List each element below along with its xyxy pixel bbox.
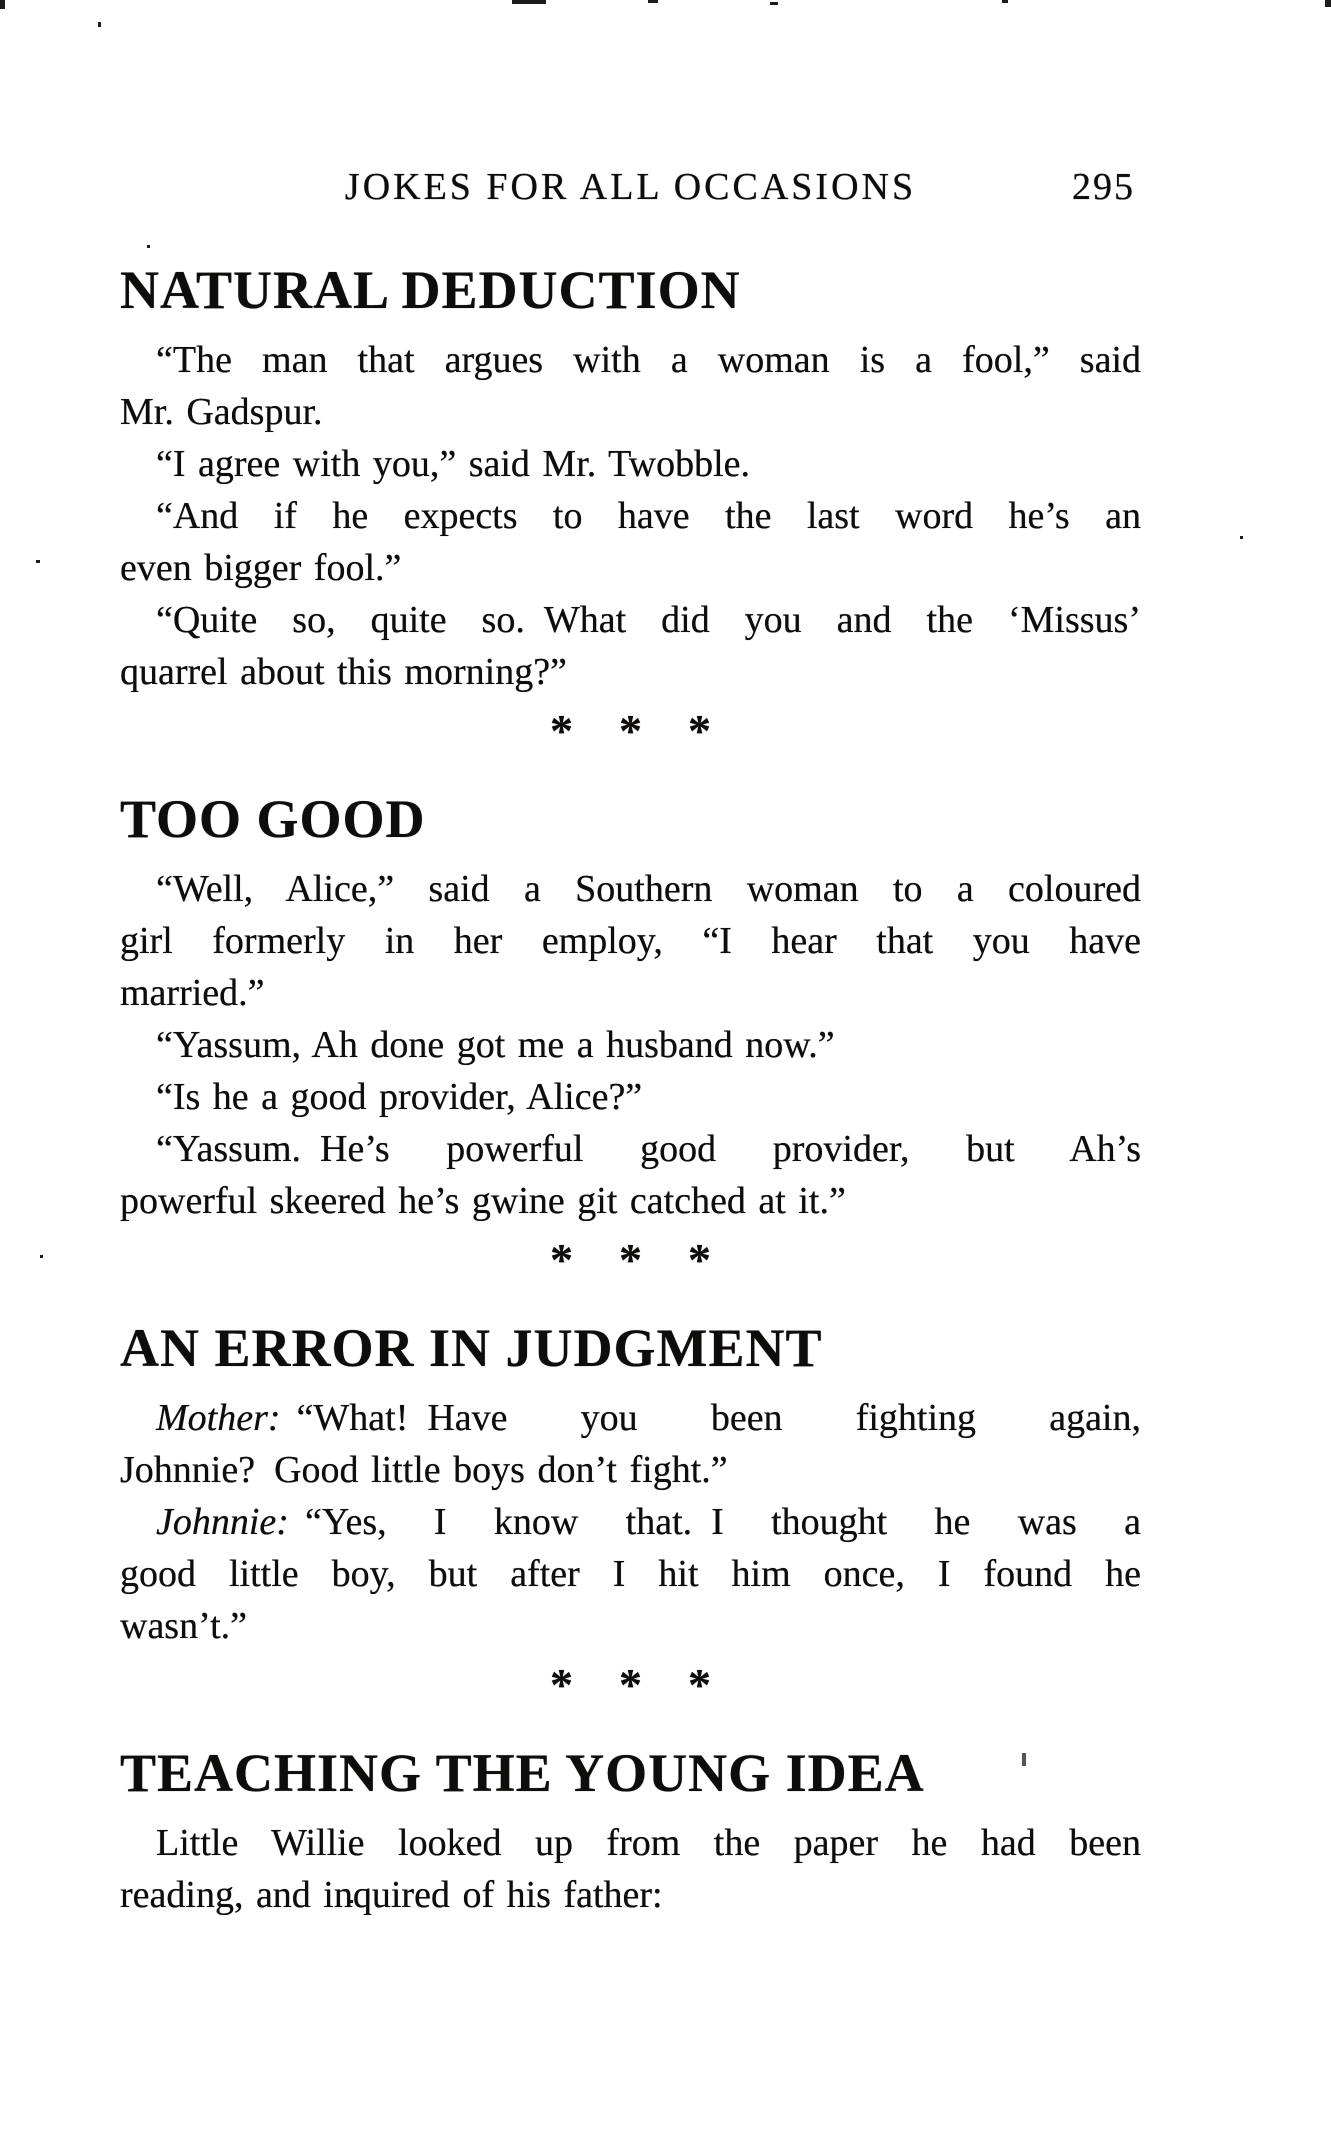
text-column: [120, 0, 1141, 1921]
text-line: girl formerly in her employ, “I hear that you have: [120, 920, 1141, 962]
text-line: Mr. Gadspur.: [120, 391, 323, 433]
text-line: married.”: [120, 972, 265, 1014]
section-heading: AN ERROR IN JUDGMENT: [120, 1318, 823, 1378]
text-line: powerful skeered he’s gwine git catched at it.”: [120, 1180, 846, 1222]
text-line: “The man that argues with a woman is a fool,” said: [156, 339, 1141, 381]
text-line: Johnnie? Good little boys don’t fight.”: [120, 1449, 728, 1491]
text-line: “Yassum. He’s powerful good provider, but Ah’s: [156, 1128, 1141, 1170]
section-separator: * * *: [550, 1659, 711, 1710]
scan-speck: [98, 22, 101, 27]
section-separator: * * *: [550, 705, 711, 756]
text-line: “Well, Alice,” said a Southern woman to a coloured: [156, 868, 1141, 910]
speech-text: “Yes, I know that. I thought he was a: [304, 1501, 1141, 1543]
scan-speck: [40, 1255, 43, 1258]
joke-text: [120, 334, 1141, 698]
scan-speck: [36, 560, 40, 563]
page-number: 295: [1072, 166, 1135, 208]
running-header: [120, 167, 1141, 207]
text-line: “I agree with you,” said Mr. Twobble.: [156, 443, 750, 485]
text-line: reading, and inquired of his father:: [120, 1874, 663, 1916]
joke-text: [120, 863, 1141, 1227]
section-separator: * * *: [550, 1234, 711, 1285]
joke-text: [120, 1392, 1141, 1652]
speaker-label: Mother:: [156, 1397, 281, 1439]
text-line: “Yassum, Ah done got me a husband now.”: [156, 1024, 835, 1066]
text-line: wasn’t.”: [120, 1605, 247, 1647]
text-line: quarrel about this morning?”: [120, 651, 567, 693]
text-line: “Quite so, quite so. What did you and the ‘Missus’: [156, 599, 1141, 641]
speaker-label: Johnnie:: [156, 1501, 289, 1543]
joke-text: [120, 1817, 1141, 1921]
section-natural-deduction: [120, 262, 1141, 698]
section-an-error-in-judgment: [120, 1320, 1141, 1652]
text-line: “Is he a good provider, Alice?”: [156, 1076, 643, 1118]
scan-speck: [0, 0, 5, 9]
scan-speck: [1325, 0, 1331, 7]
text-line: [120, 1392, 1141, 1444]
text-line: [120, 1496, 1141, 1548]
section-too-good: [120, 791, 1141, 1227]
text-line: “And if he expects to have the last word he’s an: [156, 495, 1141, 537]
section-heading: TEACHING THE YOUNG IDEA: [120, 1743, 925, 1803]
text-line: good little boy, but after I hit him once, I found he: [120, 1553, 1141, 1595]
section-heading: NATURAL DEDUCTION: [120, 260, 741, 320]
text-line: Little Willie looked up from the paper he had been: [156, 1822, 1141, 1864]
section-teaching-the-young-idea: [120, 1745, 1141, 1921]
section-heading: TOO GOOD: [120, 789, 426, 849]
scan-speck: [1240, 536, 1243, 539]
running-header-title: JOKES FOR ALL OCCASIONS: [344, 166, 917, 208]
text-line: even bigger fool.”: [120, 547, 402, 589]
speech-text: “What! Have you been fighting again,: [296, 1397, 1141, 1439]
